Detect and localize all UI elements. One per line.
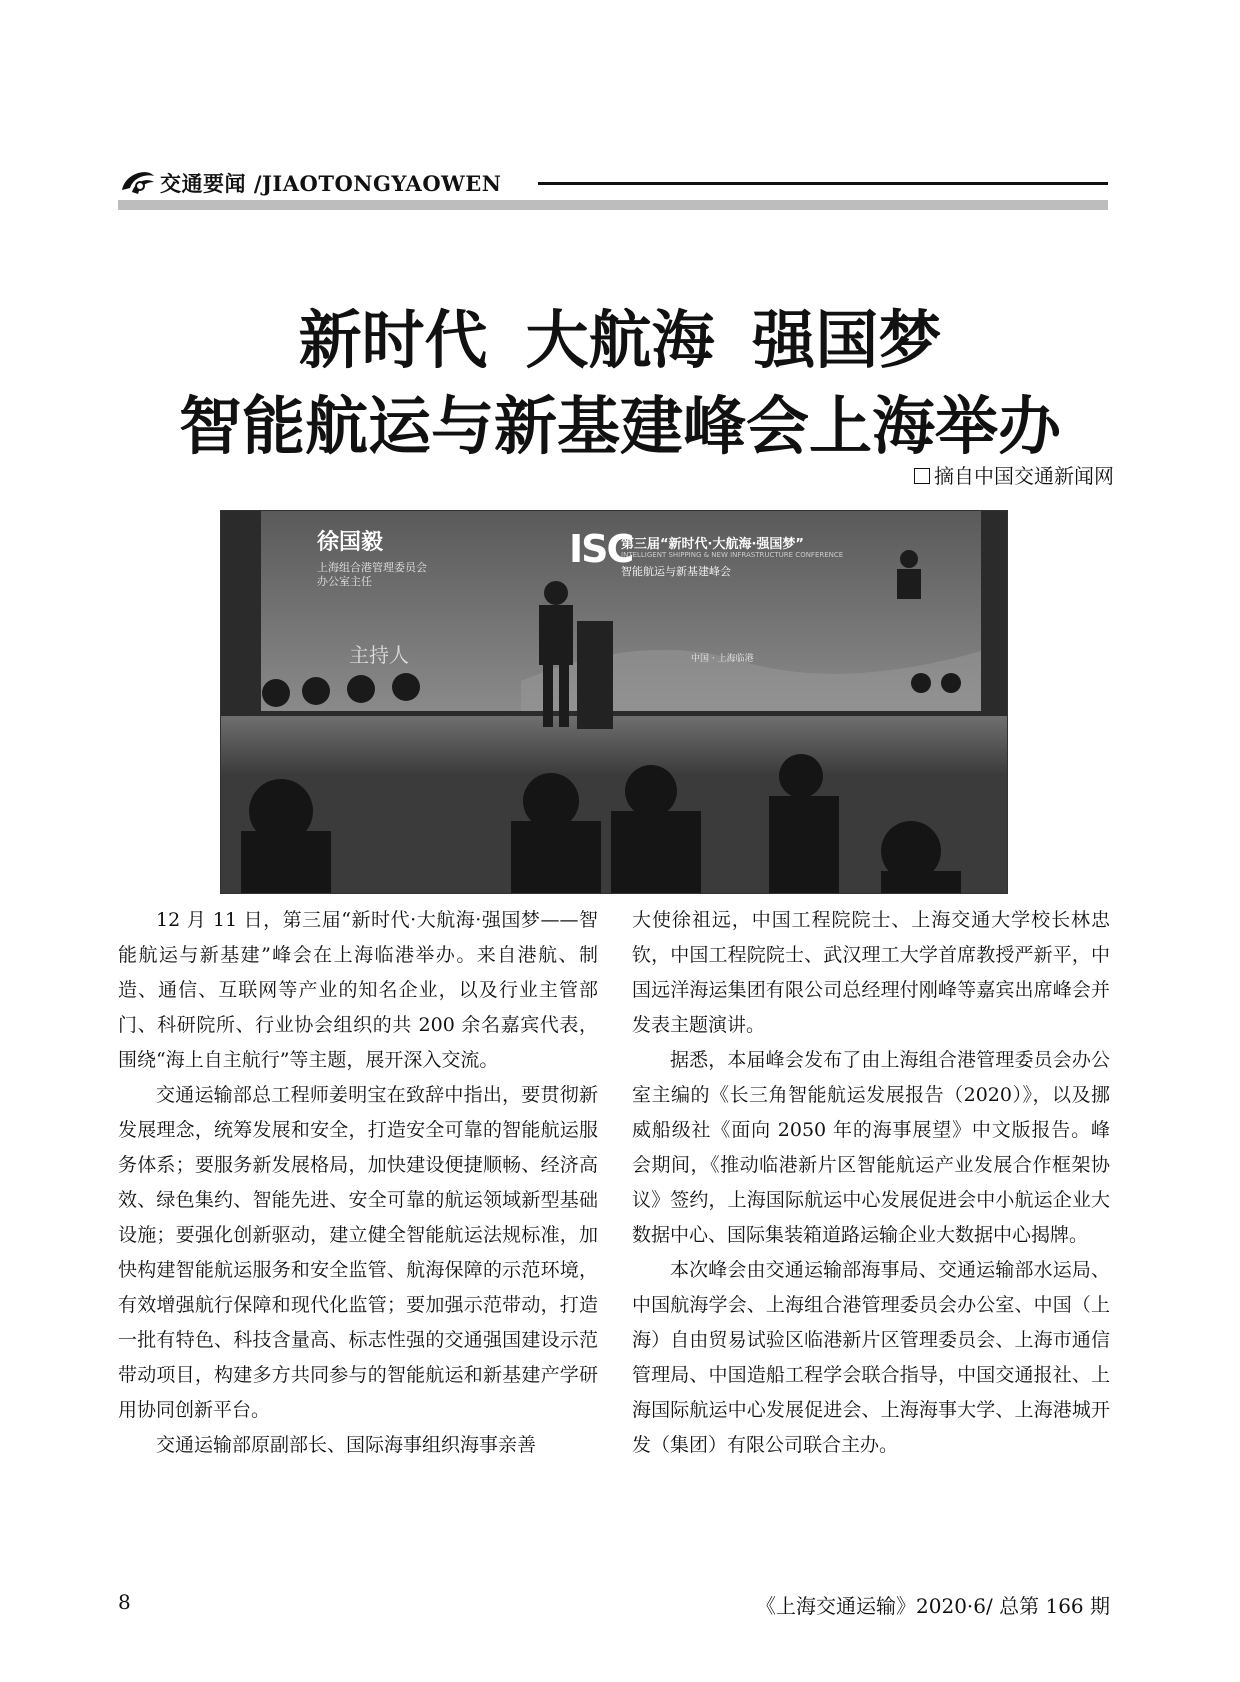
body-column-right: [632, 903, 1110, 1463]
stage-floor: [221, 716, 1007, 776]
conference-subtitle: 智能航运与新基建峰会: [621, 565, 731, 578]
paragraph: 交通运输部原副部长、国际海事组织海事亲善: [156, 1434, 537, 1456]
paragraph: 交通运输部总工程师姜明宝在致辞中指出，要贯彻新发展理念，统筹发展和安全，打造安全可靠的智能航运服务体系；要服务新发展格局，加快建设便捷顺畅、经济高效、绿色集约、智能先进、安全可靠的航运领域新型基础设施；要强化创新驱动，建立健全智能航运法规标准，加快构建智能航运服务和安全监管、航海保障的示范环境，有效增强航行保障和现代化监管；要加强示范带动，打造一批有特色、科技含量高、标志性强的交通强国建设示范带动项目，构建多方共同参与的智能航运和新基建产学研用协同创新平台。: [118, 1084, 598, 1421]
paragraph: 据悉，本届峰会发布了由上海组合港管理委员会办公室主编的《长三角智能航运发展报告（2020）》，以及挪威船级社《面向 2050 年的海事展望》中文版报告。峰会期间，《推动临港新片区智能航运产业发展合作框架协议》签约，上海国际航运中心发展促进会中小航运企业大数据中心、国际集装箱道路运输企业大数据中心揭牌。: [632, 1049, 1110, 1246]
event-photo: [220, 510, 1008, 894]
screen-host-label: 主持人: [349, 643, 409, 667]
source-text: 摘自中国交通新闻网: [934, 464, 1114, 488]
header-rule: [538, 182, 1108, 185]
header-band: [118, 200, 1108, 210]
screen-speaker-role-2: 办公室主任: [317, 575, 372, 588]
conference-location: 中国 · 上海临港: [691, 654, 754, 664]
section-title: [160, 168, 501, 198]
headline-line2: 智能航运与新基建峰会上海举办: [179, 389, 1061, 463]
paragraph: 12 月 11 日，第三届“新时代·大航海·强国梦——智能航运与新基建”峰会在上海临港举办。来自港航、制造、通信、互联网等产业的知名企业，以及行业主管部门、科研院所、行业协会组织的共 200 余名嘉宾代表，围绕“海上自主航行”等主题，展开深入交流。: [118, 909, 598, 1071]
journal-footer: 《上海交通运输》2020·6/ 总第 166 期: [756, 1594, 1110, 1618]
screen-speaker-role-1: 上海组合港管理委员会: [317, 561, 427, 574]
section-name: 交通要闻: [160, 171, 246, 196]
section-name-en: JIAOTONGYAOWEN: [261, 171, 502, 196]
screen-speaker-name: 徐国毅: [317, 530, 384, 555]
conference-english-name: INTELLIGENT SHIPPING & NEW INFRASTRUCTURE CONFERENCE: [621, 551, 844, 559]
screen-speaker-figure: [897, 550, 921, 599]
separator: /: [253, 171, 262, 196]
conference-logo: ISC: [569, 527, 633, 571]
journal-logo-icon: [118, 166, 158, 200]
paragraph: 本次峰会由交通运输部海事局、交通运输部水运局、中国航海学会、上海组合港管理委员会办公室、中国（上海）自由贸易试验区临港新片区管理委员会、上海市通信管理局、中国造船工程学会联合指导，中国交通报社、上海国际航运中心发展促进会、上海海事大学、上海港城开发（集团）有限公司联合主办。: [632, 1259, 1110, 1456]
source-credit: [914, 460, 1114, 489]
paragraph-continued: 大使徐祖远，中国工程院院士、上海交通大学校长林忠钦，中国工程院院士、武汉理工大学首席教授严新平，中国远洋海运集团有限公司总经理付刚峰等嘉宾出席峰会并发表主题演讲。: [632, 909, 1110, 1036]
headline-line1: 新时代 大航海 强国梦: [298, 303, 942, 377]
page-number: 8: [118, 1590, 131, 1614]
podium: [577, 621, 613, 729]
body-column-left: [118, 903, 598, 1463]
source-box-icon: [914, 468, 930, 484]
conference-edition: 第三届“新时代·大航海·强国梦”: [621, 537, 804, 552]
section-header: [118, 166, 1108, 210]
